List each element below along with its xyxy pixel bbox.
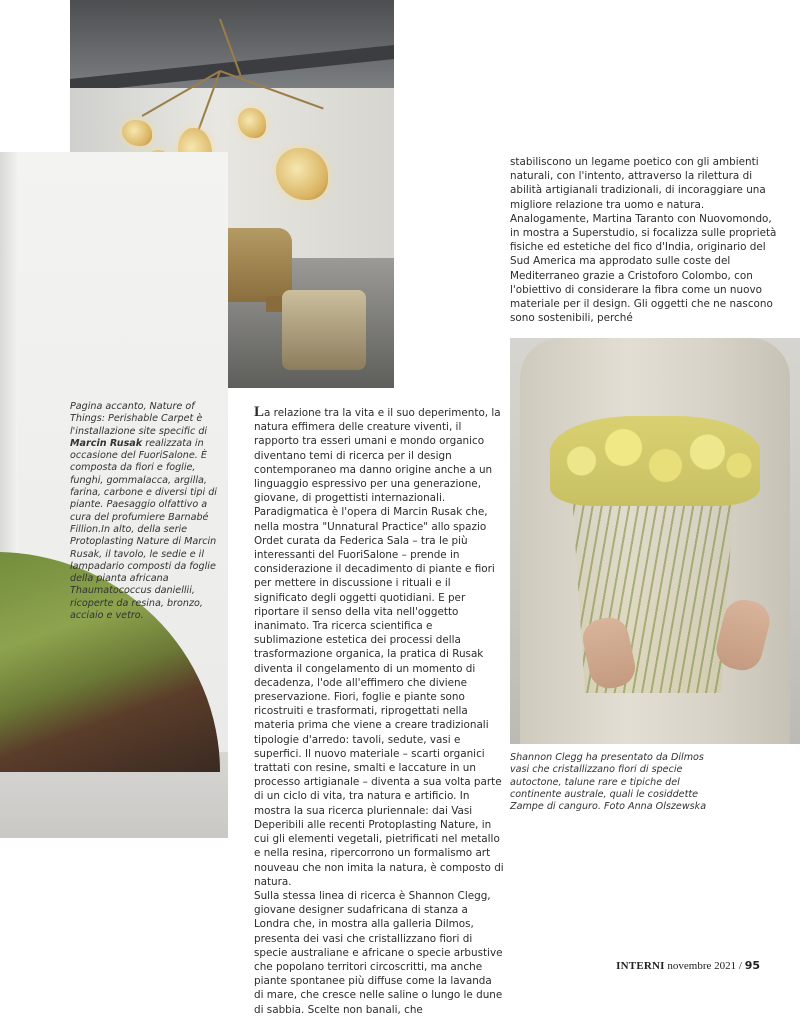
issue-date: novembre 2021 [667, 960, 737, 972]
article-paragraph [254, 405, 504, 889]
kangaroo-paw-flowers [550, 416, 760, 506]
leaf-chair [282, 290, 366, 370]
photo-caption-left [70, 401, 228, 622]
article-column-right [510, 155, 780, 325]
designer-name: Marcin Rusak [70, 437, 143, 449]
photo-caption-right: Shannon Clegg ha presentato da Dilmos vasi che cristallizzano fiori di specie autoctone, talune rare e tipiche del continente australe, quali le cosiddette Zampe di canguro. Foto Anna Olszewska [510, 752, 707, 813]
page-number: 95 [744, 959, 760, 972]
article-paragraph: Sulla stessa linea di ricerca è Shannon Clegg, giovane designer sudafricana di stanza a Londra che, in mostra alla galleria Dilmos, presenta dei vasi che cristallizzano fiori di specie australiane e africane o specie arbustive che popolano territori circoscritti, ma anche piante spontanee più diffuse come la lavanda di mare, che cresce nelle saline o lungo le dune di sabbia. Scelte non banali, che [254, 889, 503, 1016]
article-paragraph: stabiliscono un legame poetico con gli ambienti naturali, con l'intento, attraverso la rilettura di abilità artigianali tradizionali, di incoraggiare una migliore relazione tra uomo e natura. [510, 156, 766, 211]
article-paragraph: Analogamente, Martina Taranto con Nuovomondo, in mostra a Superstudio, si focalizza sulle proprietà fisiche ed estetiche del fico d'India, originario del Sud America ma approdato sulle coste del Mediterraneo grazie a Cristoforo Colombo, con l'obiettivo di considerare la fibra come un nuovo materiale per il design. Gli oggetti che ne nascono sono sostenibili, perché [510, 212, 777, 325]
vase-photo [510, 338, 800, 744]
footer-separator: / [738, 960, 742, 972]
paragraph-text: a relazione tra la vita e il suo deperimento, la natura effimera delle creature viventi, il rapporto tra esseri umani e mondo organico diventano temi di ricerca per il design contemporaneo ma danno origine anche a un linguaggio espressivo per una generazione, giovane, di progettisti internazionali. Paradigmatica è l'opera di Marcin Rusak che, nella mostra "Unnatural Practice" allo spazio Ordet curata da Federica Sala – tra le più interessanti del FuoriSalone – prende in considerazione il decadimento di piante e fiori per mettere in discussione i rituali e il significato degli oggetti quotidiani. E per riportare il senso della vita nell'oggetto inanimato. Tra ricerca scientifica e sublimazione estetica dei processi della trasformazione organica, la pratica di Rusak diventa il congelamento di un momento di decadenza, l'ode all'effimero che diviene preservazione. Fiori, foglie e piante sono ricostruiti e trasformati, riprogettati nella materia prima che viene a creare tradizionali tipologie d'arredo: tavoli, sedute, vasi e superfici. Il nuovo materiale – scarti organici trattati con resine, smalti e laccature in un processo artigianale – diventa a sua volta parte di un ciclo di vita, tra natura e artificio. In mostra la sua ricerca pluriennale: dai Vasi Deperibili alle recenti Protoplasting Nature, in cui gli elementi vegetali, pietrificati nel metallo e nella resina, ripercorrono un formalismo art nouveau che non imita la natura, è composto di natura. [254, 407, 504, 888]
article-column-middle [254, 405, 504, 1017]
magazine-name: INTERNI [616, 960, 665, 972]
caption-text: realizzata in occasione del FuoriSalone. È composta da fiori e foglie, funghi, gommalacca, argilla, farina, carbone e diversi tipi di piante. Paesaggio olfattivo a cura del profumiere Barnabé Fillion.In alto, della serie Protoplasting Nature di Marcin Rusak, il tavolo, le sedie e il lampadario composti da foglie della pianta africana Thaumatococcus daniellii, ricoperte da resina, bronzo, acciaio e vetro. [70, 437, 217, 622]
drop-cap: L [254, 404, 265, 420]
page-footer [600, 959, 760, 972]
caption-text: Pagina accanto, Nature of Things: Perishable Carpet è l'installazione site specific di [70, 401, 208, 437]
